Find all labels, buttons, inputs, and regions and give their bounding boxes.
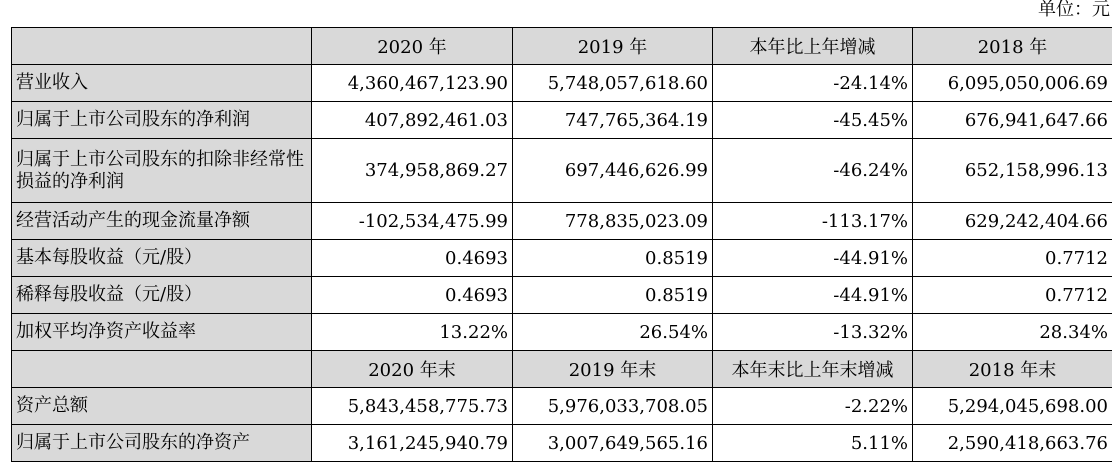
header-change-end: 本年末比上年末增减 bbox=[713, 351, 913, 388]
value-2019: 747,765,364.19 bbox=[513, 102, 713, 139]
value-change: -24.14% bbox=[713, 65, 913, 102]
row-label: 归属于上市公司股东的扣除非经常性损益的净利润 bbox=[12, 139, 312, 203]
header-blank-cell bbox=[12, 351, 312, 388]
row-label: 基本每股收益（元/股） bbox=[12, 240, 312, 277]
value-2020: -102,534,475.99 bbox=[312, 203, 513, 240]
row-label: 归属于上市公司股东的净利润 bbox=[12, 102, 312, 139]
value-2018: 5,294,045,698.00 bbox=[913, 388, 1112, 425]
value-2020: 5,843,458,775.73 bbox=[312, 388, 513, 425]
row-label: 稀释每股收益（元/股） bbox=[12, 277, 312, 314]
value-2019: 0.8519 bbox=[513, 277, 713, 314]
value-2019: 697,446,626.99 bbox=[513, 139, 713, 203]
header-change: 本年比上年增减 bbox=[713, 28, 913, 65]
header-2019-end: 2019 年末 bbox=[513, 351, 713, 388]
value-2020: 0.4693 bbox=[312, 240, 513, 277]
value-2018: 629,242,404.66 bbox=[913, 203, 1112, 240]
value-2019: 3,007,649,565.16 bbox=[513, 425, 713, 462]
value-2020: 374,958,869.27 bbox=[312, 139, 513, 203]
value-2018: 2,590,418,663.76 bbox=[913, 425, 1112, 462]
table-row bbox=[12, 65, 1112, 102]
value-2018: 676,941,647.66 bbox=[913, 102, 1112, 139]
value-change: -13.32% bbox=[713, 314, 913, 351]
header-row-annual bbox=[12, 28, 1112, 65]
row-label: 归属于上市公司股东的净资产 bbox=[12, 425, 312, 462]
value-2019: 0.8519 bbox=[513, 240, 713, 277]
header-2020-end: 2020 年末 bbox=[312, 351, 513, 388]
value-change: -113.17% bbox=[713, 203, 913, 240]
header-2018-end: 2018 年末 bbox=[913, 351, 1112, 388]
header-2020: 2020 年 bbox=[312, 28, 513, 65]
value-2020: 4,360,467,123.90 bbox=[312, 65, 513, 102]
table-row bbox=[12, 388, 1112, 425]
value-2019: 5,976,033,708.05 bbox=[513, 388, 713, 425]
row-label: 经营活动产生的现金流量净额 bbox=[12, 203, 312, 240]
table-row bbox=[12, 203, 1112, 240]
financial-data-table bbox=[11, 27, 1112, 462]
value-2020: 0.4693 bbox=[312, 277, 513, 314]
table-row bbox=[12, 314, 1112, 351]
value-2018: 0.7712 bbox=[913, 277, 1112, 314]
header-row-year-end bbox=[12, 351, 1112, 388]
header-blank-cell bbox=[12, 28, 312, 65]
table-row bbox=[12, 277, 1112, 314]
value-2018: 6,095,050,006.69 bbox=[913, 65, 1112, 102]
value-change: -46.24% bbox=[713, 139, 913, 203]
value-2018: 28.34% bbox=[913, 314, 1112, 351]
table-row bbox=[12, 425, 1112, 462]
value-change: -2.22% bbox=[713, 388, 913, 425]
table-row bbox=[12, 102, 1112, 139]
value-2019: 26.54% bbox=[513, 314, 713, 351]
value-2018: 652,158,996.13 bbox=[913, 139, 1112, 203]
header-2018: 2018 年 bbox=[913, 28, 1112, 65]
header-2019: 2019 年 bbox=[513, 28, 713, 65]
value-change: -44.91% bbox=[713, 277, 913, 314]
row-label: 资产总额 bbox=[12, 388, 312, 425]
unit-label: 单位：元 bbox=[1038, 0, 1110, 20]
value-2020: 407,892,461.03 bbox=[312, 102, 513, 139]
value-change: 5.11% bbox=[713, 425, 913, 462]
row-label: 加权平均净资产收益率 bbox=[12, 314, 312, 351]
row-label: 营业收入 bbox=[12, 65, 312, 102]
value-2019: 5,748,057,618.60 bbox=[513, 65, 713, 102]
value-2018: 0.7712 bbox=[913, 240, 1112, 277]
value-change: -44.91% bbox=[713, 240, 913, 277]
value-2020: 13.22% bbox=[312, 314, 513, 351]
table-row bbox=[12, 240, 1112, 277]
value-2020: 3,161,245,940.79 bbox=[312, 425, 513, 462]
value-change: -45.45% bbox=[713, 102, 913, 139]
value-2019: 778,835,023.09 bbox=[513, 203, 713, 240]
table-row bbox=[12, 139, 1112, 203]
